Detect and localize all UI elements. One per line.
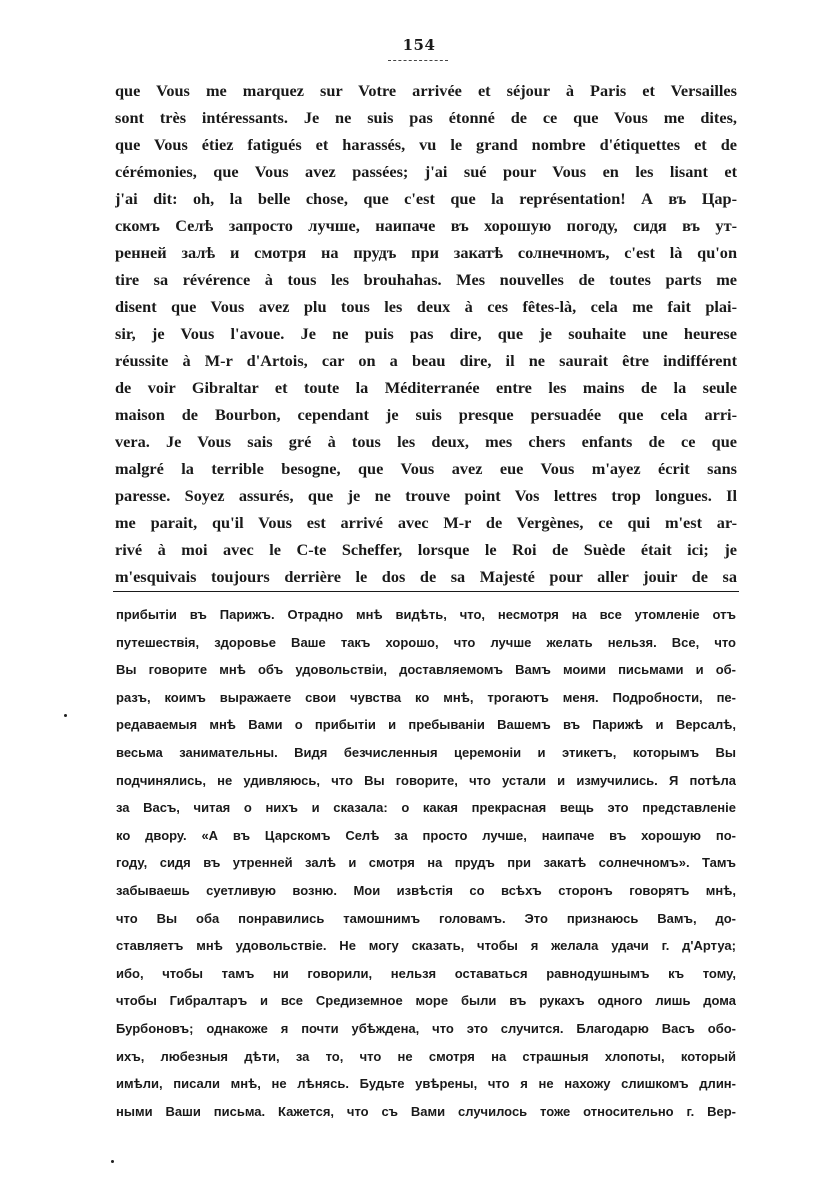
page-number-rule bbox=[388, 60, 448, 61]
text-line: que Vous me marquez sur Votre arrivée et séjour à Paris et Versailles bbox=[115, 81, 737, 100]
translation-line: что Вы оба понравились тамошнимъ головамъ. Это признаюсь Вамъ, до- bbox=[116, 910, 736, 926]
text-line: tire sa révérence à tous les brouhahas. Mes nouvelles de toutes parts me bbox=[115, 270, 737, 289]
text-line: me parait, qu'il Vous est arrivé avec M-r de Vergènes, ce qui m'est ar- bbox=[115, 513, 737, 532]
translation-line: подчинялись, не удивляюсь, что Вы говорите, что устали и измучились. Я потѣла bbox=[116, 772, 736, 788]
text-line: disent que Vous avez plu tous les deux à ces fêtes-là, cela me fait plai- bbox=[115, 297, 737, 316]
translation-line: весьма занимательны. Видя безчисленныя церемоніи и этикетъ, которымъ Вы bbox=[116, 744, 736, 760]
text-line: paresse. Soyez assurés, que je ne trouve point Vos lettres trop longues. Il bbox=[115, 486, 737, 505]
page-number: 154 bbox=[402, 36, 436, 54]
text-line: j'ai dit: oh, la belle chose, que c'est que la représentation! А въ Цар- bbox=[115, 189, 737, 208]
text-line: rivé à moi avec le C-te Scheffer, lorsque le Roi de Suède était ici; je bbox=[115, 540, 737, 559]
text-line: maison de Bourbon, cependant je suis presque persuadée que cela arri- bbox=[115, 405, 737, 424]
translation-line: Вы говорите мнѣ объ удовольствіи, доставляемомъ Вамъ моими письмами и об- bbox=[116, 662, 736, 678]
translation-line: ихъ, любезныя дѣти, за то, что не смотря на страшныя хлопоты, который bbox=[116, 1048, 736, 1064]
translation-line: ко двору. «А въ Царскомъ Селѣ за просто лучше, наипаче въ хорошую по- bbox=[116, 827, 736, 843]
text-line: réussite à M-r d'Artois, car on a beau dire, il ne saurait être indifférent bbox=[115, 351, 737, 370]
french-text-block bbox=[115, 77, 737, 590]
text-line: cérémonies, que Vous avez passées; j'ai sué pour Vous en les lisant et bbox=[115, 162, 737, 181]
translation-line: забываешь суетливую возню. Мои извѣстія со всѣхъ сторонъ говорятъ мнѣ, bbox=[116, 882, 736, 898]
translation-line: редаваемыя мнѣ Вами о прибытіи и пребываніи Вашемъ въ Парижѣ и Версалѣ, bbox=[116, 717, 736, 733]
translation-line: ставляетъ мнѣ удовольствіе. Не могу сказать, чтобы я желала удачи г. д'Артуа; bbox=[116, 938, 736, 954]
translation-line: ными Ваши письма. Кажется, что съ Вами случилось тоже относительно г. Вер- bbox=[116, 1103, 736, 1119]
text-line: sir, je Vous l'avoue. Je ne puis pas dire, que je souhaite une heurese bbox=[115, 324, 737, 343]
text-line: ренней залѣ и смотря на прудъ при закатѣ солнечномъ, c'est là qu'on bbox=[115, 243, 737, 262]
russian-translation-block bbox=[116, 601, 736, 1125]
text-line: m'esquivais toujours derrière le dos de sa Majesté pour aller jouir de sa bbox=[115, 567, 737, 586]
text-line: скомъ Селѣ запросто лучше, наипаче въ хорошую погоду, сидя въ ут- bbox=[115, 216, 737, 235]
text-line: malgré la terrible besogne, que Vous avez eue Vous m'ayez écrit sans bbox=[115, 459, 737, 478]
text-line: vera. Je Vous sais gré à tous les deux, mes chers enfants de ce que bbox=[115, 432, 737, 451]
translation-line: прибытіи въ Парижъ. Отрадно мнѣ видѣть, что, несмотря на все утомленіе отъ bbox=[116, 607, 736, 622]
translation-line: разъ, коимъ выражаете свои чувства ко мнѣ, трогаютъ меня. Подробности, пе- bbox=[116, 689, 736, 705]
translation-line: ибо, чтобы тамъ ни говорили, нельзя оставаться равнодушнымъ къ тому, bbox=[116, 965, 736, 981]
translation-line: путешествія, здоровье Ваше такъ хорошо, что лучше желать нельзя. Все, что bbox=[116, 634, 736, 650]
text-line: de voir Gibraltar et toute la Méditerranée entre les mains de la seule bbox=[115, 378, 737, 397]
print-speck bbox=[111, 1160, 114, 1163]
section-divider bbox=[113, 591, 739, 592]
translation-line: за Васъ, читая о нихъ и сказала: о какая прекрасная вещь это представленіе bbox=[116, 800, 736, 816]
print-speck bbox=[64, 714, 67, 717]
text-line: que Vous étiez fatigués et harassés, vu le grand nombre d'étiquettes et de bbox=[115, 135, 737, 154]
translation-line: году, сидя въ утренней залѣ и смотря на прудъ при закатѣ солнечномъ». Тамъ bbox=[116, 855, 736, 871]
translation-line: чтобы Гибралтаръ и все Средиземное море были въ рукахъ одного лишь дома bbox=[116, 993, 736, 1009]
text-line: sont très intéressants. Je ne suis pas étonné de ce que Vous me dites, bbox=[115, 108, 737, 127]
translation-line: имѣли, писали мнѣ, не лѣнясь. Будьте увѣрены, что я не нахожу слишкомъ длин- bbox=[116, 1076, 736, 1092]
translation-line: Бурбоновъ; однакоже я почти убѣждена, что это случится. Благодарю Васъ обо- bbox=[116, 1020, 736, 1036]
